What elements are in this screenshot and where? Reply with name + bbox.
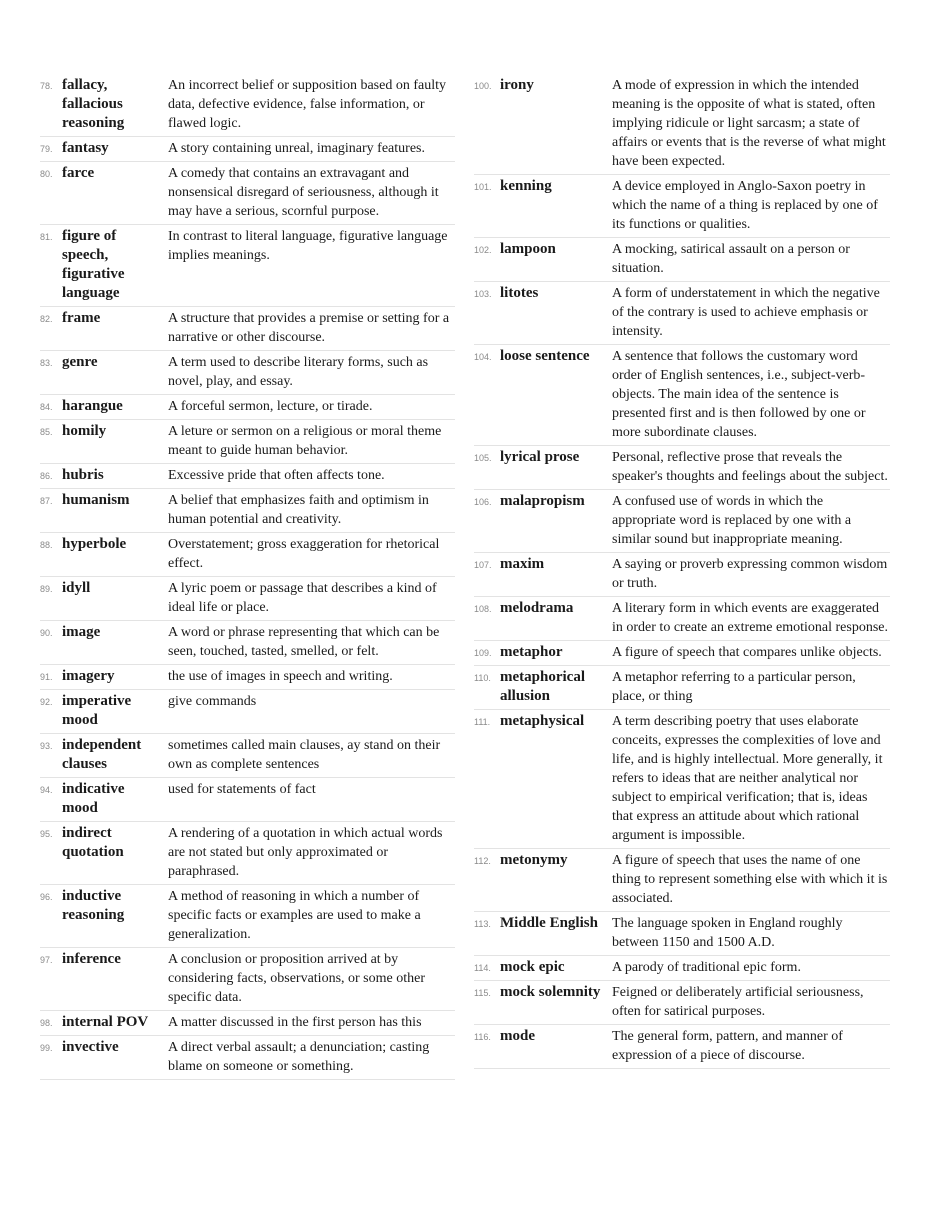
entry-number: 92.	[40, 697, 53, 707]
entry-term: hubris	[62, 467, 104, 483]
entry-number: 116.	[474, 1032, 491, 1042]
entry-number: 87.	[40, 496, 53, 506]
entry-term: malapropism	[500, 493, 585, 509]
entry-term: homily	[62, 423, 107, 439]
entry-definition: A mocking, satirical assault on a person or situation.	[612, 242, 850, 276]
entry-term: melodrama	[500, 600, 574, 616]
entry-definition: the use of images in speech and writing.	[168, 669, 393, 684]
entry-number: 104.	[474, 352, 492, 362]
entry-number: 107.	[474, 560, 492, 570]
entry-definition: A form of understatement in which the negative of the contrary is used to achieve emphasis or intensity.	[612, 286, 880, 339]
glossary-entry	[474, 666, 890, 710]
entry-number: 89.	[40, 584, 53, 594]
entry-term: metaphor	[500, 644, 563, 660]
glossary-entry	[474, 175, 890, 238]
entry-term: lampoon	[500, 241, 556, 257]
entry-term: indirect quotation	[62, 825, 124, 860]
entry-term: independent clauses	[62, 737, 142, 772]
entry-definition: A device employed in Anglo-Saxon poetry in which the name of a thing is replaced by one of its functions or qualities.	[612, 179, 878, 232]
entry-number: 97.	[40, 955, 53, 965]
entry-term: imperative mood	[62, 693, 132, 728]
entry-definition: A word or phrase representing that which can be seen, touched, tasted, smelled, or felt.	[168, 625, 440, 659]
glossary-entry	[40, 948, 455, 1011]
glossary-entry	[474, 597, 890, 641]
glossary-entry	[40, 489, 455, 533]
entry-term: litotes	[500, 285, 539, 301]
entry-definition: A matter discussed in the first person has this	[168, 1015, 422, 1030]
glossary-entry	[40, 822, 455, 885]
entry-number: 80.	[40, 169, 53, 179]
glossary-entry	[40, 690, 455, 734]
entry-definition: Personal, reflective prose that reveals the speaker's thoughts and feelings about the subject.	[612, 450, 888, 484]
glossary-entry	[40, 1036, 455, 1080]
entry-term: mock solemnity	[500, 984, 601, 1000]
entry-term: loose sentence	[500, 348, 590, 364]
entry-term: Middle English	[500, 915, 598, 931]
entry-definition: A forceful sermon, lecture, or tirade.	[168, 399, 373, 414]
entry-definition: A sentence that follows the customary word order of English sentences, i.e., subject-verb-objects. The main idea of the sentence is presented first and is then followed by one or more subordinate clauses.	[612, 349, 866, 440]
entry-definition: used for statements of fact	[168, 782, 316, 797]
entry-number: 106.	[474, 497, 492, 507]
entry-definition: Excessive pride that often affects tone.	[168, 468, 385, 483]
glossary-entry	[40, 137, 455, 162]
entry-definition: sometimes called main clauses, ay stand on their own as complete sentences	[168, 738, 441, 772]
entry-number: 94.	[40, 785, 53, 795]
entry-term: genre	[62, 354, 98, 370]
entry-number: 81.	[40, 232, 53, 242]
entry-number: 96.	[40, 892, 53, 902]
entry-term: kenning	[500, 178, 552, 194]
entry-term: idyll	[62, 580, 91, 596]
entry-number: 85.	[40, 427, 53, 437]
entry-term: hyperbole	[62, 536, 127, 552]
entry-number: 91.	[40, 672, 53, 682]
entry-definition: A leture or sermon on a religious or moral theme meant to guide human behavior.	[168, 424, 442, 458]
entry-number: 88.	[40, 540, 53, 550]
entry-definition: A belief that emphasizes faith and optimism in human potential and creativity.	[168, 493, 429, 527]
entry-definition: Feigned or deliberately artificial seriousness, often for satirical purposes.	[612, 985, 864, 1019]
glossary-entry	[40, 533, 455, 577]
glossary-entry	[40, 665, 455, 690]
glossary-entry	[40, 1011, 455, 1036]
entry-term: lyrical prose	[500, 449, 580, 465]
entry-definition: A parody of traditional epic form.	[612, 960, 801, 975]
entry-number: 115.	[474, 988, 491, 998]
entry-term: frame	[62, 310, 101, 326]
entry-definition: A rendering of a quotation in which actual words are not stated but only approximated or paraphrased.	[168, 826, 443, 879]
entry-term: metaphysical	[500, 713, 585, 729]
glossary-entry	[40, 225, 455, 307]
entry-term: metaphorical allusion	[500, 669, 585, 704]
glossary-entry	[40, 162, 455, 225]
glossary-entry	[474, 641, 890, 666]
glossary-entry	[474, 446, 890, 490]
entry-definition: A direct verbal assault; a denunciation; casting blame on someone or something.	[168, 1040, 430, 1074]
glossary-entry	[474, 74, 890, 175]
entry-number: 78.	[40, 81, 53, 91]
entry-definition: The general form, pattern, and manner of expression of a piece of discourse.	[612, 1029, 843, 1063]
entry-term: figure of speech, figurative language	[62, 228, 125, 301]
entry-number: 95.	[40, 829, 53, 839]
entry-definition: A term describing poetry that uses elaborate conceits, expresses the complexities of love and life, and is highly intellectual. More generally, it refers to ideas that are neither analytical nor subject to empirical verification; that is, ideas that express an attitude about which rational argument is impossible.	[612, 714, 883, 843]
entry-definition: A story containing unreal, imaginary features.	[168, 141, 425, 156]
entry-term: indicative mood	[62, 781, 125, 816]
entry-term: fallacy, fallacious reasoning	[62, 77, 125, 131]
entry-number: 99.	[40, 1043, 53, 1053]
entry-number: 84.	[40, 402, 53, 412]
glossary-entry	[474, 956, 890, 981]
glossary-column-right	[474, 74, 890, 1069]
entry-definition: A lyric poem or passage that describes a kind of ideal life or place.	[168, 581, 437, 615]
entry-number: 79.	[40, 144, 53, 154]
entry-term: maxim	[500, 556, 545, 572]
glossary-entry	[474, 238, 890, 282]
entry-term: farce	[62, 165, 95, 181]
entry-number: 102.	[474, 245, 492, 255]
entry-term: imagery	[62, 668, 115, 684]
glossary-entry	[40, 420, 455, 464]
entry-definition: A mode of expression in which the intended meaning is the opposite of what is stated, often implying ridicule or light sarcasm; a state of affairs or events that is the reverse of what might have been expected.	[612, 78, 886, 169]
glossary-entry	[40, 621, 455, 665]
entry-definition: A figure of speech that uses the name of one thing to represent something else with which it is associated.	[612, 853, 888, 906]
glossary-entry	[40, 577, 455, 621]
entry-definition: A term used to describe literary forms, such as novel, play, and essay.	[168, 355, 429, 389]
entry-number: 101.	[474, 182, 492, 192]
entry-term: image	[62, 624, 101, 640]
entry-definition: A comedy that contains an extravagant and nonsensical disregard of seriousness, although it may have a serious, scornful purpose.	[168, 166, 439, 219]
entry-term: mode	[500, 1028, 535, 1044]
glossary-entry	[474, 849, 890, 912]
entry-term: inductive reasoning	[62, 888, 125, 923]
entry-term: humanism	[62, 492, 130, 508]
entry-term: fantasy	[62, 140, 109, 156]
glossary-entry	[40, 74, 455, 137]
entry-definition: Overstatement; gross exaggeration for rhetorical effect.	[168, 537, 440, 571]
entry-number: 98.	[40, 1018, 53, 1028]
entry-term: mock epic	[500, 959, 565, 975]
glossary-entry	[474, 912, 890, 956]
entry-number: 111.	[474, 717, 491, 727]
glossary-entry	[474, 710, 890, 849]
entry-definition: give commands	[168, 694, 257, 709]
entry-number: 83.	[40, 358, 53, 368]
entry-definition: A structure that provides a premise or setting for a narrative or other discourse.	[168, 311, 450, 345]
entry-number: 108.	[474, 604, 492, 614]
entry-definition: An incorrect belief or supposition based on faulty data, defective evidence, false information, or flawed logic.	[168, 78, 446, 131]
entry-term: inference	[62, 951, 121, 967]
entry-definition: A metaphor referring to a particular person, place, or thing	[612, 670, 856, 704]
glossary-entry	[474, 490, 890, 553]
entry-definition: In contrast to literal language, figurative language implies meanings.	[168, 229, 448, 263]
entry-definition: A figure of speech that compares unlike objects.	[612, 645, 882, 660]
glossary-entry	[40, 307, 455, 351]
entry-number: 109.	[474, 648, 492, 658]
entry-definition: The language spoken in England roughly between 1150 and 1500 A.D.	[612, 916, 843, 950]
entry-definition: A literary form in which events are exaggerated in order to create an extreme emotional response.	[612, 601, 888, 635]
entry-number: 103.	[474, 289, 492, 299]
entry-number: 112.	[474, 856, 491, 866]
glossary-entry	[474, 282, 890, 345]
glossary-entry	[40, 464, 455, 489]
glossary-entry	[474, 553, 890, 597]
entry-number: 100.	[474, 81, 492, 91]
entry-number: 86.	[40, 471, 53, 481]
entry-definition: A conclusion or proposition arrived at by considering facts, observations, or some other specific data.	[168, 952, 425, 1005]
entry-number: 90.	[40, 628, 53, 638]
entry-term: internal POV	[62, 1014, 149, 1030]
glossary-entry	[40, 778, 455, 822]
entry-number: 105.	[474, 453, 492, 463]
glossary-column-left	[40, 74, 455, 1080]
entry-number: 114.	[474, 963, 491, 973]
entry-definition: A method of reasoning in which a number of specific facts or examples are used to make a generalization.	[168, 889, 421, 942]
glossary-entry	[474, 1025, 890, 1069]
glossary-entry	[40, 351, 455, 395]
entry-definition: A confused use of words in which the appropriate word is replaced by one with a similar sound but inappropriate meaning.	[612, 494, 852, 547]
entry-term: invective	[62, 1039, 119, 1055]
glossary-entry	[40, 395, 455, 420]
glossary-entry	[40, 885, 455, 948]
entry-definition: A saying or proverb expressing common wisdom or truth.	[612, 557, 888, 591]
entry-number: 82.	[40, 314, 53, 324]
entry-term: metonymy	[500, 852, 568, 868]
entry-number: 110.	[474, 673, 491, 683]
glossary-entry	[474, 345, 890, 446]
glossary-entry	[40, 734, 455, 778]
entry-term: irony	[500, 77, 534, 93]
entry-number: 93.	[40, 741, 53, 751]
entry-term: harangue	[62, 398, 123, 414]
glossary-entry	[474, 981, 890, 1025]
entry-number: 113.	[474, 919, 491, 929]
